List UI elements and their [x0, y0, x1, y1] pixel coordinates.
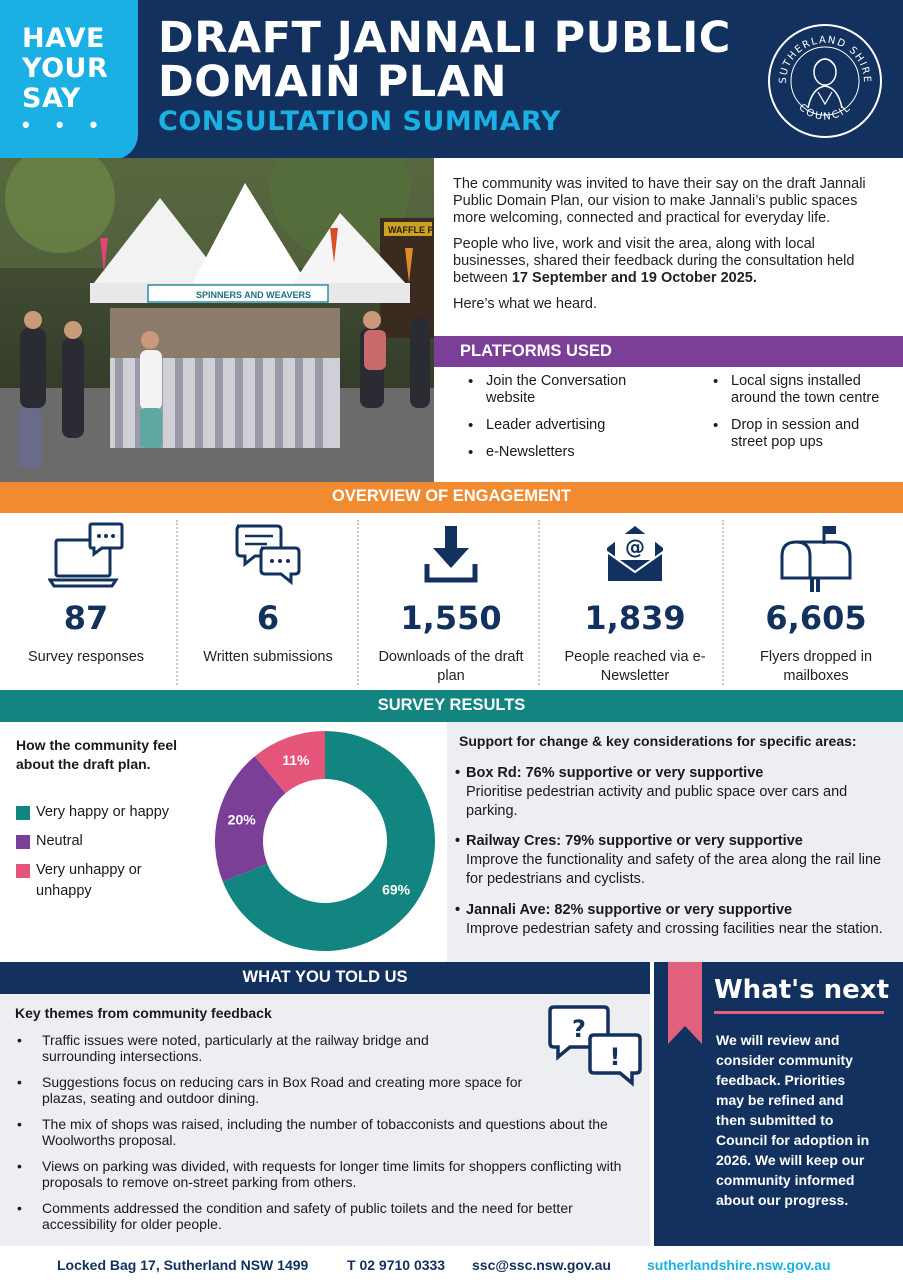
- legend-item-unhappy: [16, 860, 176, 902]
- badge-dots: • • •: [22, 112, 108, 137]
- download-icon: [423, 522, 479, 588]
- whats-next-heading: What's next: [714, 975, 889, 1005]
- svg-text:@: @: [625, 535, 645, 559]
- area-heading: • Jannali Ave: 82% supportive or very supportive: [455, 901, 895, 920]
- support-panel: [447, 722, 903, 962]
- stat-label: People reached via e-Newsletter: [564, 649, 706, 684]
- told-subheading: Key themes from community feedback: [15, 1005, 272, 1021]
- legend-item-neutral: [16, 831, 201, 852]
- stall-sign-text: SPINNERS AND WEAVERS: [196, 290, 312, 300]
- stat-value: 87: [63, 599, 109, 637]
- page-title: DRAFT JANNALI PUBLIC: [158, 13, 731, 63]
- list-item: • e-Newsletters: [466, 444, 666, 461]
- area-detail: Prioritise pedestrian activity and public space over cars and parking.: [466, 784, 848, 819]
- legend-label: Very unhappy or unhappy: [36, 862, 142, 899]
- page-title: DOMAIN PLAN: [158, 57, 507, 107]
- satisfaction-donut-chart: [214, 730, 436, 952]
- donut-data-label: 11%: [282, 752, 310, 769]
- stat-divider: [538, 520, 540, 685]
- whats-next-text: We will review and consider community feedback. Priorities may be refined and then submitted to Council for adoption in 2026. We will keep our community informed about our progress.: [716, 1032, 870, 1208]
- footer: [0, 1246, 903, 1283]
- area-heading: • Box Rd: 76% supportive or very supportive: [455, 764, 895, 783]
- area-box-rd: [455, 764, 895, 821]
- stat-label: Downloads of the draft plan: [378, 649, 524, 684]
- support-title: Support for change & key considerations for specific areas:: [459, 733, 857, 749]
- feedback-themes-list: [15, 1032, 635, 1242]
- stat-written-submissions: [178, 516, 358, 686]
- survey-heading: SURVEY RESULTS: [0, 690, 903, 722]
- footer-website-link[interactable]: sutherlandshire.nsw.gov.au: [647, 1257, 831, 1273]
- legend-swatch: [16, 864, 30, 878]
- stat-label: Survey responses: [27, 649, 145, 665]
- platforms-list-right: [711, 373, 891, 461]
- list-item: • Leader advertising: [466, 417, 666, 434]
- list-item: • Comments addressed the condition and safety of public toilets and the need for better accessibility for older people.: [15, 1200, 635, 1232]
- chart-title: How the community feel about the draft plan.: [16, 737, 178, 772]
- intro-text-span: People who live, work and visit the area, along with local businesses, shared their feedback during the consultation held between: [453, 236, 855, 286]
- consultation-dates: 17 September and 19 October 2025.: [511, 270, 757, 286]
- list-item: • Views on parking was divided, with requests for longer time limits for shoppers conflicting with proposals to remove on-street parking from others.: [15, 1158, 635, 1190]
- heading-underline: [714, 1011, 884, 1014]
- have-your-say-badge: [0, 0, 138, 160]
- intro-paragraph: Here’s what we heard.: [453, 296, 598, 312]
- badge-line: HAVE: [22, 23, 105, 54]
- badge-line: YOUR: [22, 53, 109, 84]
- intro-paragraph: [453, 236, 888, 287]
- seal-text-top: SUTHERLAND SHIRE: [777, 34, 873, 84]
- list-item: • Drop in session and street pop ups: [711, 417, 891, 451]
- council-seal-icon: [766, 22, 884, 140]
- intro-text: [453, 176, 888, 322]
- list-item: • The mix of shops was raised, including the number of tobacconists and questions about the Woolworths proposal.: [15, 1116, 635, 1148]
- bookmark-ribbon-icon: [668, 962, 702, 1044]
- stat-divider: [722, 520, 724, 685]
- stat-divider: [357, 520, 359, 685]
- stat-label: Flyers dropped in mailboxes: [759, 649, 873, 684]
- platforms-heading: PLATFORMS USED: [434, 336, 903, 367]
- overview-heading: OVERVIEW OF ENGAGEMENT: [0, 482, 903, 513]
- area-heading: • Railway Cres: 79% supportive or very supportive: [455, 832, 895, 851]
- footer-phone: T 02 9710 0333: [347, 1257, 446, 1273]
- page-subtitle: CONSULTATION SUMMARY: [158, 106, 561, 137]
- svg-text:COUNCIL: [796, 102, 853, 123]
- svg-text:!: !: [609, 1043, 621, 1071]
- list-item: • Local signs installed around the town centre: [711, 373, 891, 407]
- stat-survey-responses: [0, 516, 176, 686]
- stat-value: 6: [256, 599, 280, 637]
- email-envelope-icon: [603, 522, 667, 588]
- stat-value: 1,550: [400, 599, 502, 637]
- chat-bubbles-icon: [233, 522, 303, 588]
- donut-data-label: 69%: [382, 881, 411, 898]
- legend-label: Very happy or happy: [36, 804, 170, 820]
- area-detail: Improve the functionality and safety of the area along the rail line for pedestrians and cyclists.: [466, 852, 882, 887]
- legend-item-happy: [16, 802, 201, 823]
- stat-label: Written submissions: [203, 649, 333, 665]
- shop-sign-text: WAFFLE P: [388, 225, 434, 235]
- laptop-chat-icon: [48, 522, 124, 588]
- footer-email[interactable]: ssc@ssc.nsw.gov.au: [472, 1257, 611, 1273]
- area-detail: Improve pedestrian safety and crossing facilities near the station.: [466, 921, 883, 937]
- area-railway-cres: [455, 832, 895, 889]
- told-heading: WHAT YOU TOLD US: [0, 962, 650, 994]
- footer-address: Locked Bag 17, Sutherland NSW 1499: [57, 1257, 309, 1273]
- svg-text:?: ?: [572, 1015, 586, 1043]
- market-photo: [0, 158, 434, 482]
- stat-value: 6,605: [765, 599, 867, 637]
- list-item: • Join the Conversation website: [466, 373, 666, 407]
- legend-swatch: [16, 835, 30, 849]
- stat-newsletter-reach: [545, 516, 725, 686]
- seal-text-bottom: COUNCIL: [796, 102, 854, 123]
- mailbox-icon: [778, 522, 854, 594]
- intro-paragraph: The community was invited to have their say on the draft Jannali Public Domain Plan, our vision to make Jannali’s public spaces more welcoming, connected and practical for everyday life.: [453, 176, 866, 226]
- legend-label: Neutral: [36, 833, 83, 849]
- stat-flyers: [726, 516, 903, 686]
- list-item: • Suggestions focus on reducing cars in Box Road and creating more space for plazas, seating and outdoor dining.: [15, 1074, 635, 1106]
- donut-data-label: 20%: [227, 811, 256, 828]
- stat-downloads: [361, 516, 541, 686]
- legend-swatch: [16, 806, 30, 820]
- stat-value: 1,839: [584, 599, 686, 637]
- area-jannali-ave: [455, 901, 895, 939]
- list-item: • Traffic issues were noted, particularly at the railway bridge and surrounding intersections.: [15, 1032, 635, 1064]
- badge-line: SAY: [22, 83, 81, 114]
- platforms-list-left: [466, 373, 666, 471]
